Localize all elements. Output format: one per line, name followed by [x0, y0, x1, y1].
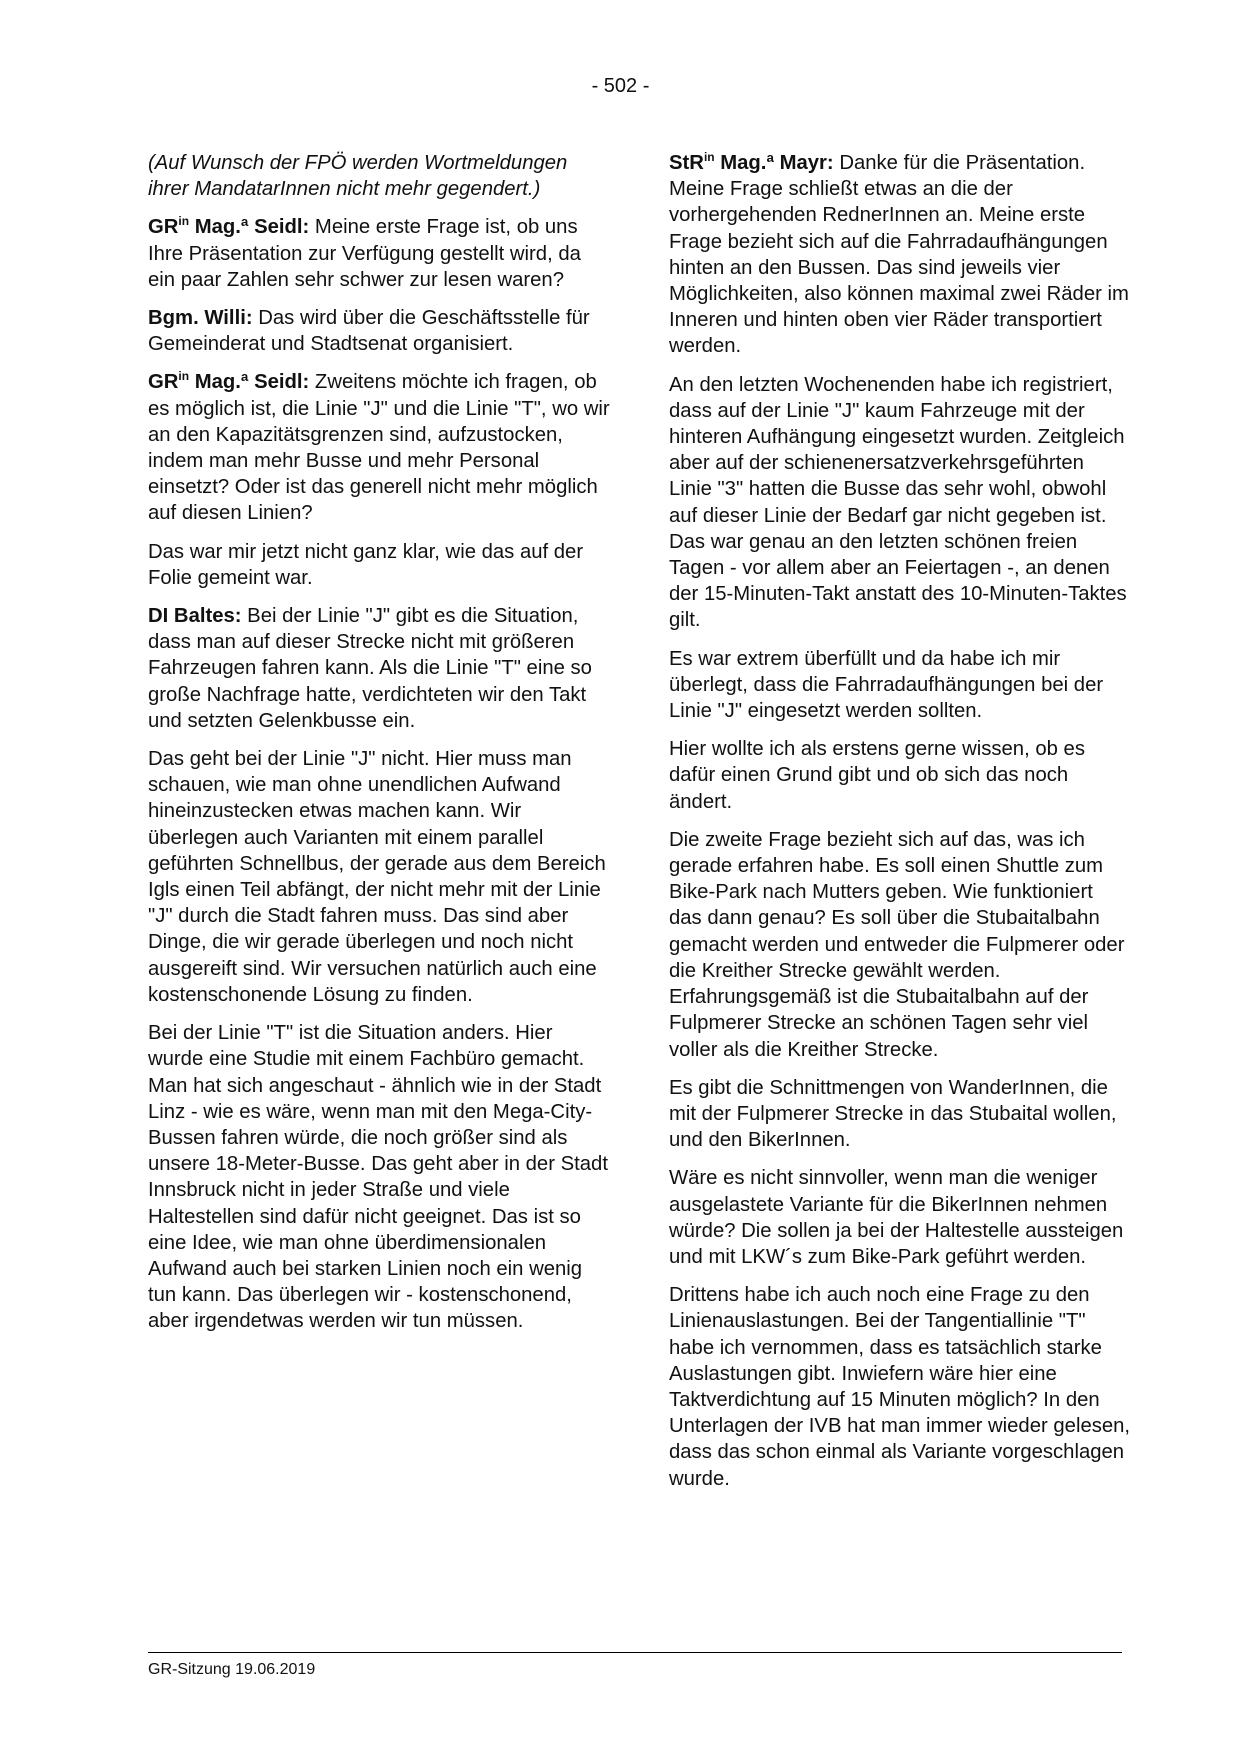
speaker-name: [148, 216, 309, 238]
speaker-title-suffix: in: [178, 369, 190, 384]
statement-paragraph: [669, 736, 1131, 815]
left-column: [148, 150, 610, 1347]
speaker-title: StR: [669, 152, 704, 174]
statement-paragraph: [148, 603, 610, 734]
statement-text: Bei der Linie "J" gibt es die Situation, dass man auf dieser Strecke nicht mit größeren Fahrzeugen fahren kann. Als die Linie "T" eine so große Nachfrage hatte, verdichteten wir den Takt und setzten Gelenkbusse ein.: [148, 605, 592, 732]
statement-text: Es war extrem überfüllt und da habe ich mir überlegt, dass die Fahrradaufhängungen bei der Linie "J" eingesetzt werden sollten.: [669, 647, 1104, 723]
statement-paragraph: [148, 746, 610, 1008]
speaker-title: GR: [148, 371, 179, 394]
statement-text: Drittens habe ich auch noch eine Frage zu den Linienauslastungen. Bei der Tangentiallinie "T" habe ich vernommen, dass es tatsächlich starke Auslastungen gibt. Inwiefern wäre hier eine Taktverdichtung auf 15 Minuten möglich? In den Unterlagen der IVB hat man immer wieder gelesen, dass das schon einmal als Variante vorgeschlagen wurde.: [669, 1284, 1131, 1490]
speaker-title-suffix: in: [703, 150, 715, 165]
statement-text: An den letzten Wochenenden habe ich registriert, dass auf der Linie "J" kaum Fahrzeuge mit der hinteren Aufhängung eingesetzt wurden. Zeitgleich aber auf der schienenersatzverkehrsgeführten Linie "3" hatten die Busse das sehr wohl, obwohl auf dieser Linie der Bedarf gar nicht gegeben ist. Das war genau an den letzten schönen freien Tagen - vor allem aber an Feiertagen -, an denen der 15-Minuten-Takt anstatt des 10-Minuten-Taktes gilt.: [669, 373, 1127, 632]
statement-paragraph: [148, 1020, 610, 1334]
statement-text: Wäre es nicht sinnvoller, wenn man die weniger ausgelastete Variante für die BikerInnen nehmen würde? Die sollen ja bei der Haltestelle aussteigen und mit LKW´s zum Bike-Park geführt werden.: [669, 1167, 1124, 1268]
statement-text: Danke für die Präsentation. Meine Frage schließt etwas an die der vorhergehenden RednerInnen an. Meine erste Frage bezieht sich auf die Fahrradaufhängungen hinten an den Bussen. Das sind jeweils vier Möglichkeiten, also können maximal zwei Räder im Inneren und hinten oben vier Räder transportiert werden.: [669, 152, 1129, 358]
statement-text: Bei der Linie "T" ist die Situation anders. Hier wurde eine Studie mit einem Fachbüro gemacht. Man hat sich angeschaut - ähnlich wie in der Stadt Linz - wie es wäre, wenn man mit den Mega-City-Bussen fahren würde, die noch größer sind als unsere 18-Meter-Busse. Das geht aber in der Stadt Innsbruck nicht in jeder Straße und viele Haltestellen sind dafür nicht geeignet. Das ist so eine Idee, wie man ohne überdimensionalen Aufwand auch bei starken Linien noch ein wenig tun kann. Das überlegen wir - kostenschonend, aber irgendetwas werden wir tun müssen.: [148, 1022, 608, 1333]
speaker-name: [148, 371, 309, 393]
right-column: [669, 150, 1131, 1504]
statement-text: Die zweite Frage bezieht sich auf das, was ich gerade erfahren habe. Es soll einen Shuttle zum Bike-Park nach Mutters geben. Wie funktioniert das dann genau? Es soll über die Stubaitalbahn gemacht werden und entweder die Fulpmerer oder die Kreither Strecke gewählt werden. Erfahrungsgemäß ist die Stubaitalbahn auf der Fulpmerer Strecke an schönen Tagen sehr viel voller als die Kreither Strecke.: [669, 828, 1125, 1061]
statement-paragraph: [148, 539, 610, 591]
gender-note: [148, 150, 610, 202]
note-text: (Auf Wunsch der FPÖ werden Wortmeldungen ihrer MandatarInnen nicht mehr gegendert.): [148, 152, 568, 201]
speaker-label: Mag.ª Seidl:: [189, 216, 310, 239]
statement-text: Zweitens möchte ich fragen, ob es möglich ist, die Linie "J" und die Linie "T", wo wir an den Kapazitätsgrenzen sind, aufzustocken, indem man mehr Busse und mehr Personal einsetzt? Oder ist das generell nicht mehr möglich auf diesen Linien?: [148, 371, 610, 525]
footer-session-date: GR-Sitzung 19.06.2019: [148, 1661, 316, 1678]
statement-text: Das wird über die Geschäftsstelle für Gemeinderat und Stadtsenat organisiert.: [148, 307, 590, 356]
speaker-label: Mag.ª Seidl:: [189, 371, 310, 394]
statement-text: Das geht bei der Linie "J" nicht. Hier muss man schauen, wie man ohne unendlichen Aufwand hineinzustecken etwas machen kann. Wir überlegen auch Varianten mit einem parallel geführten Schnellbus, der gerade aus dem Bereich Igls einen Teil abfängt, der nicht mehr mit der Linie "J" durch die Stadt fahren muss. Das sind aber Dinge, die wir gerade überlegen und noch nicht ausgereift sind. Wir versuchen natürlich auch eine kostenschonende Lösung zu finden.: [148, 748, 606, 1006]
statement-text: Es gibt die Schnittmengen von WanderInnen, die mit der Fulpmerer Strecke in das Stubaital wollen, und den BikerInnen.: [669, 1076, 1117, 1152]
statement-paragraph: [669, 827, 1131, 1063]
speaker-label: Mag.ª Mayr:: [714, 152, 834, 174]
statement-text: Das war mir jetzt nicht ganz klar, wie das auf der Folie gemeint war.: [148, 540, 584, 589]
statement-paragraph: [669, 150, 1131, 360]
statement-paragraph: [669, 1075, 1131, 1154]
speaker-title: GR: [148, 216, 179, 239]
statement-paragraph: [148, 369, 610, 526]
speaker-name: [669, 152, 834, 174]
statement-paragraph: [669, 372, 1131, 634]
page-number: - 502 -: [591, 75, 650, 97]
statement-text: Meine erste Frage ist, ob uns Ihre Präsentation zur Verfügung gestellt wird, da ein paar Zahlen sehr schwer zur lesen waren?: [148, 216, 581, 291]
statement-text: Hier wollte ich als erstens gerne wissen, ob es dafür einen Grund gibt und ob sich das noch ändert.: [669, 738, 1085, 813]
statement-paragraph: [669, 1282, 1131, 1492]
statement-paragraph: [148, 305, 610, 357]
statement-paragraph: [669, 1165, 1131, 1270]
footer-divider: [148, 1652, 1122, 1653]
statement-paragraph: [669, 646, 1131, 725]
speaker-name: DI Baltes:: [148, 605, 242, 628]
statement-paragraph: [148, 214, 610, 293]
speaker-title-suffix: in: [178, 214, 190, 229]
speaker-name: Bgm. Willi:: [148, 307, 253, 330]
